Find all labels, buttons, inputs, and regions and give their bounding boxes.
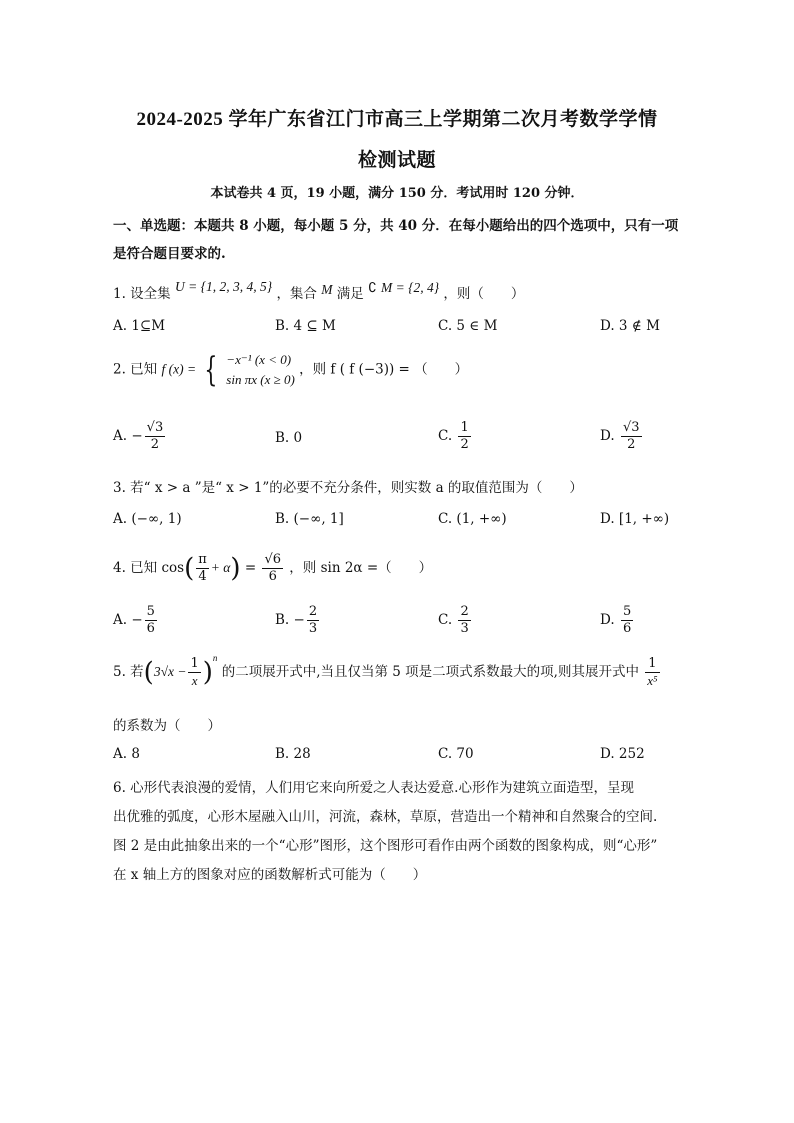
question-4-arg-fraction [196, 552, 209, 585]
question-2-case-2: sin πx (x ≥ 0) [226, 372, 295, 387]
question-2-option-a [113, 420, 167, 453]
question-6 [113, 774, 685, 890]
fraction-denominator: 4 [198, 569, 207, 584]
question-2-case-1: −x⁻¹ (x < 0) [226, 352, 292, 367]
question-4-option-a [113, 604, 159, 637]
question-4 [113, 552, 432, 585]
question-6-line-2: 出优雅的弧度，心形木屋融入山川，河流，森林，草原，营造出一个精神和自然聚合的空间. [113, 809, 658, 825]
question-1-universal-set: U = {1, 2, 3, 4, 5} [174, 279, 273, 294]
option-label: C. [438, 612, 453, 628]
fraction-numerator: 2 [460, 604, 469, 619]
exam-subtitle: 本试卷共 4 页，19 小题，满分 150 分．考试用时 120 分钟． [210, 186, 584, 201]
option-label: B. [275, 612, 290, 628]
fraction-numerator: √6 [264, 552, 281, 567]
fraction-numerator: 2 [308, 604, 318, 619]
fraction-denominator: 2 [150, 437, 160, 452]
option-fraction [145, 604, 157, 637]
question-2-function: f (x) = [161, 361, 197, 377]
option-fraction [458, 604, 470, 637]
question-5-option-d: D. 252 [600, 746, 645, 762]
question-2-option-c [438, 420, 473, 453]
exam-title-line1: 2024-2025 学年广东省江门市高三上学期第二次月考数学学情 [136, 109, 658, 130]
question-1-suffix: ，则（ ） [443, 286, 525, 302]
option-label: A. [113, 428, 128, 444]
option-label: D. [600, 612, 615, 628]
question-5-expr: 3√x − [153, 664, 187, 679]
question-2-cases [226, 350, 295, 390]
option-fraction [458, 420, 470, 453]
question-3-options [113, 511, 693, 541]
question-1-option-a: A. 1⊆M [113, 318, 166, 334]
question-3-option-d: D. [1, +∞) [600, 511, 670, 527]
option-sign: − [131, 428, 143, 444]
exam-title-line2: 检测试题 [357, 150, 436, 171]
fraction-denominator: 6 [622, 621, 632, 636]
option-label: D. [600, 428, 615, 444]
question-1-prefix: 1. 设全集 [113, 286, 171, 302]
question-5-power: n [212, 652, 218, 663]
fraction-numerator: 1 [190, 656, 199, 671]
question-5-options [113, 746, 693, 776]
paren-open: ( [184, 553, 195, 584]
question-2-prefix: 2. 已知 [113, 361, 158, 378]
question-5-option-a: A. 8 [113, 746, 140, 762]
fraction-denominator: 2 [627, 437, 636, 452]
option-sign: − [131, 612, 143, 628]
fraction-numerator: 1 [645, 656, 659, 673]
paren-close: ) [202, 657, 213, 688]
question-6-line-3: 图 2 是由此抽象出来的一个“心形”图形，这个图形可看作由两个函数的图象构成，则“心形” [113, 838, 658, 854]
question-4-option-d [600, 604, 635, 637]
question-1-option-d: D. 3 ∉ M [600, 318, 660, 334]
fraction-denominator: 6 [146, 621, 155, 636]
fraction-numerator: 1 [460, 420, 469, 435]
question-5 [113, 652, 662, 689]
option-sign: − [293, 612, 305, 628]
option-fraction [621, 420, 642, 453]
question-5-line2: 的系数为（ ） [113, 718, 221, 734]
question-4-arg-rest: + α [210, 560, 231, 575]
fraction-denominator: x⁵ [647, 673, 658, 688]
question-1-options [113, 318, 693, 348]
question-4-option-c [438, 604, 473, 637]
question-1-set-m: M [321, 282, 333, 297]
fraction-denominator: x [191, 673, 198, 688]
fraction-numerator: π [198, 552, 207, 567]
paren-close: ) [230, 553, 241, 584]
question-5-option-c: C. 70 [438, 746, 474, 762]
question-1-middle: ，集合 [276, 286, 317, 302]
question-6-line-4: 在 x 轴上方的图象对应的函数解析式可能为（ ） [113, 867, 427, 883]
question-2-options [113, 420, 693, 464]
fraction-denominator: 3 [308, 621, 318, 636]
question-4-prefix: 4. 已知 cos [113, 560, 185, 576]
question-3-option-a: A. (−∞, 1) [113, 511, 182, 527]
fraction-denominator: 6 [268, 569, 277, 584]
option-label: C. [438, 428, 453, 444]
question-3: 3. 若“ x > a ”是“ x > 1”的必要不充分条件，则实数 a 的取值范围为（ ） [113, 480, 583, 496]
fraction-denominator: 2 [460, 437, 469, 452]
question-4-value-fraction [262, 552, 283, 585]
fraction-numerator: 5 [146, 604, 155, 619]
question-4-option-b [275, 604, 321, 637]
option-fraction [621, 604, 633, 637]
fraction-numerator: √3 [622, 420, 640, 435]
piecewise-brace: { [204, 350, 218, 390]
question-6-line-1: 6. 心形代表浪漫的爱情，人们用它来向所爱之人表达爱意.心形作为建筑立面造型，呈现 [113, 780, 634, 796]
question-1-complement-symbol: ∁ [368, 280, 377, 296]
question-5-prefix: 5. 若 [113, 664, 144, 680]
question-1-option-c: C. 5 ∈ M [438, 318, 498, 334]
equals-sign: = [244, 560, 257, 576]
question-1-condition: M = {2, 4} [380, 280, 440, 295]
question-5-inner-fraction [188, 656, 200, 689]
fraction-denominator: 3 [460, 621, 469, 636]
question-5-option-b: B. 28 [275, 746, 311, 762]
question-1-cond-text: 满足 [336, 286, 364, 302]
question-2-option-d [600, 420, 644, 453]
option-fraction [307, 604, 319, 637]
option-fraction [145, 420, 166, 453]
question-4-suffix: ，则 sin 2α =（ ） [289, 560, 433, 576]
fraction-numerator: 5 [622, 604, 632, 619]
question-2 [113, 350, 468, 390]
question-5-mid: 的二项展开式中,当且仅当第 5 项是二项式系数最大的项,则其展开式中 [221, 664, 639, 680]
option-label: A. [113, 612, 128, 628]
fraction-numerator: √3 [146, 420, 164, 435]
question-5-tail-fraction [645, 656, 659, 689]
question-3-option-c: C. (1, +∞) [438, 511, 507, 527]
question-1 [113, 279, 525, 302]
section-heading-single-choice: 一、单选题：本题共 8 小题，每小题 5 分，共 40 分．在每小题给出的四个选项中，只有一项是符合题目要求的. [113, 218, 679, 262]
question-4-options [113, 604, 693, 648]
question-3-option-b: B. (−∞, 1] [275, 511, 344, 527]
paren-open: ( [143, 657, 154, 688]
question-1-option-b: B. 4 ⊆ M [275, 318, 336, 334]
question-2-suffix: ，则 f ( f (−3)) = （ ） [299, 361, 469, 378]
question-2-option-b: B. 0 [275, 430, 303, 446]
